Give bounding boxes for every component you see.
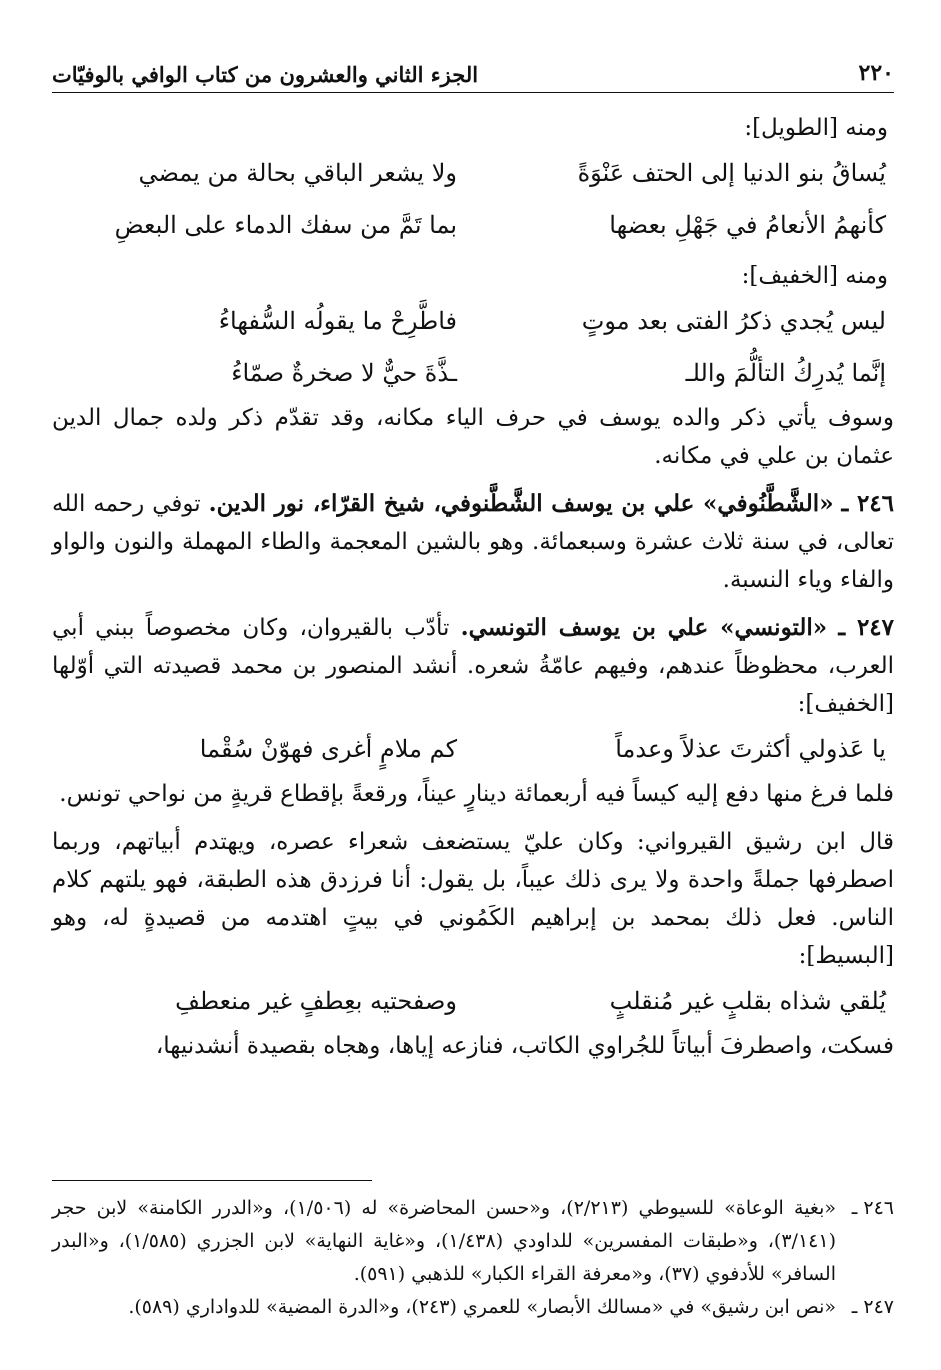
verse-hemistich-second: بما تَمَّ من سفك الدماء على البعضِ bbox=[114, 211, 457, 239]
verse-line bbox=[52, 199, 894, 251]
verse-line bbox=[52, 147, 894, 199]
paragraph: فلما فرغ منها دفع إليه كيساً فيه أربعمائة دينارٍ عيناً، ورقعةً بإقطاع قريةٍ من نواحي تونس. bbox=[59, 781, 894, 807]
verse-line bbox=[52, 975, 894, 1027]
verse-hemistich-first: كأنهمُ الأنعامُ في جَهْلِ بعضها bbox=[609, 211, 886, 239]
verse-hemistich-first: يُساقُ بنو الدنيا إلى الحتف عَنْوَةً bbox=[577, 159, 886, 187]
footnote-number: ٢٤٧ ـ bbox=[851, 1296, 894, 1318]
verse-line bbox=[52, 347, 894, 399]
footnote-number: ٢٤٦ ـ bbox=[851, 1197, 894, 1219]
meter-label: ومنه [الخفيف]: bbox=[741, 263, 888, 289]
book-page bbox=[52, 52, 894, 1065]
verse-hemistich-first: يُلقي شذاه بقلبٍ غير مُنقلبٍ bbox=[609, 987, 886, 1015]
main-text bbox=[52, 109, 894, 1065]
running-title: الجزء الثاني والعشرون من كتاب الوافي بالوفيّات bbox=[52, 62, 479, 87]
footnote bbox=[52, 1291, 894, 1324]
paragraph: قال ابن رشيق القيرواني: وكان عليّ يستضعف شعراء عصره، ويهتدم أبياتهم، وربما اصطرفها جملةً واحدة ولا يرى ذلك عيباً، بل يقول: أنا فرزدق هذه الطبقة، فهو يلتهم كلام الناس. فعل ذلك بمحمد بن إبراهيم الكَمُوني في بيتٍ اهتدمه من قصيدةٍ له، وهو [البسيط]: bbox=[52, 829, 894, 969]
biography-entry-246 bbox=[52, 485, 894, 599]
entry-text: توفي رحمه الله تعالى، في سنة ثلاث عشرة وسبعمائة. وهو بالشين المعجمة والطاء المهملة والنون والواو والفاء وياء النسبة. bbox=[52, 491, 894, 593]
verse-line bbox=[52, 295, 894, 347]
entry-heading: «الشَّطَّنُوفي» علي بن يوسف الشَّطَّنوفي، شيخ القرّاء، نور الدين. bbox=[208, 490, 834, 517]
page-header bbox=[52, 52, 894, 93]
paragraph: فسكت، واصطرفَ أبياتاً للجُراوي الكاتب، فنازعه إياها، وهجاه بقصيدة أنشدنيها، bbox=[155, 1033, 894, 1059]
footnote-separator bbox=[52, 1180, 372, 1181]
verse-hemistich-second: ـذَّةَ حيٌّ لا صخرةٌ صمّاءُ bbox=[231, 359, 457, 387]
biography-entry-247 bbox=[52, 609, 894, 723]
entry-text: تأدّب بالقيروان، وكان مخصوصاً ببني أبي العرب، محظوظاً عندهم، وفيهم عامّةُ شعره. أنشد المنصور بن محمد قصيدته التي أوّلها [الخفيف]: bbox=[52, 615, 894, 717]
verse-hemistich-first: ليس يُجدي ذكرُ الفتى بعد موتٍ bbox=[581, 307, 886, 335]
verse-hemistich-second: وصفحتيه بعِطفٍ غير منعطفِ bbox=[175, 987, 457, 1015]
footnote-text: «نص ابن رشيق» في «مسالك الأبصار» للعمري (٢٤٣)، و«الدرة المضية» للدواداري (٥٨٩). bbox=[128, 1296, 836, 1318]
footnote bbox=[52, 1192, 894, 1291]
page-number: ٢٢٠ bbox=[858, 60, 894, 86]
verse-hemistich-second: كم ملامٍ أغرى فهوّنْ سُقْما bbox=[199, 735, 457, 763]
verse-hemistich-second: ولا يشعر الباقي بحالة من يمضي bbox=[138, 159, 457, 187]
entry-number: ٢٤٦ ـ bbox=[841, 490, 895, 517]
verse-hemistich-first: إنَّما يُدرِكُ التألُّمَ واللـ bbox=[685, 359, 886, 387]
verse-line bbox=[52, 723, 894, 775]
meter-label: ومنه [الطويل]: bbox=[744, 115, 888, 141]
entry-number: ٢٤٧ ـ bbox=[838, 614, 894, 641]
paragraph: وسوف يأتي ذكر والده يوسف في حرف الياء مكانه، وقد تقدّم ذكر ولده جمال الدين عثمان بن علي في مكانه. bbox=[52, 405, 894, 469]
footnote-text: «بغية الوعاة» للسيوطي (٢/٢١٣)، و«حسن المحاضرة» له (١/٥٠٦)، و«الدرر الكامنة» لابن حجر (٣/١٤١)، و«طبقات المفسرين» للداودي (١/٤٣٨)، و«غاية النهاية» لابن الجزري (١/٥٨٥)، و«البدر السافر» للأدفوي (٣٧)، و«معرفة القراء الكبار» للذهبي (٥٩١). bbox=[52, 1197, 837, 1285]
entry-heading: «التونسي» علي بن يوسف التونسي. bbox=[460, 614, 828, 641]
verse-hemistich-first: يا عَذولي أكثرتَ عذلاً وعدماً bbox=[615, 735, 886, 763]
footnotes bbox=[52, 1192, 894, 1324]
verse-hemistich-second: فاطَّرِحْ ما يقولُه السُّفهاءُ bbox=[218, 307, 457, 335]
